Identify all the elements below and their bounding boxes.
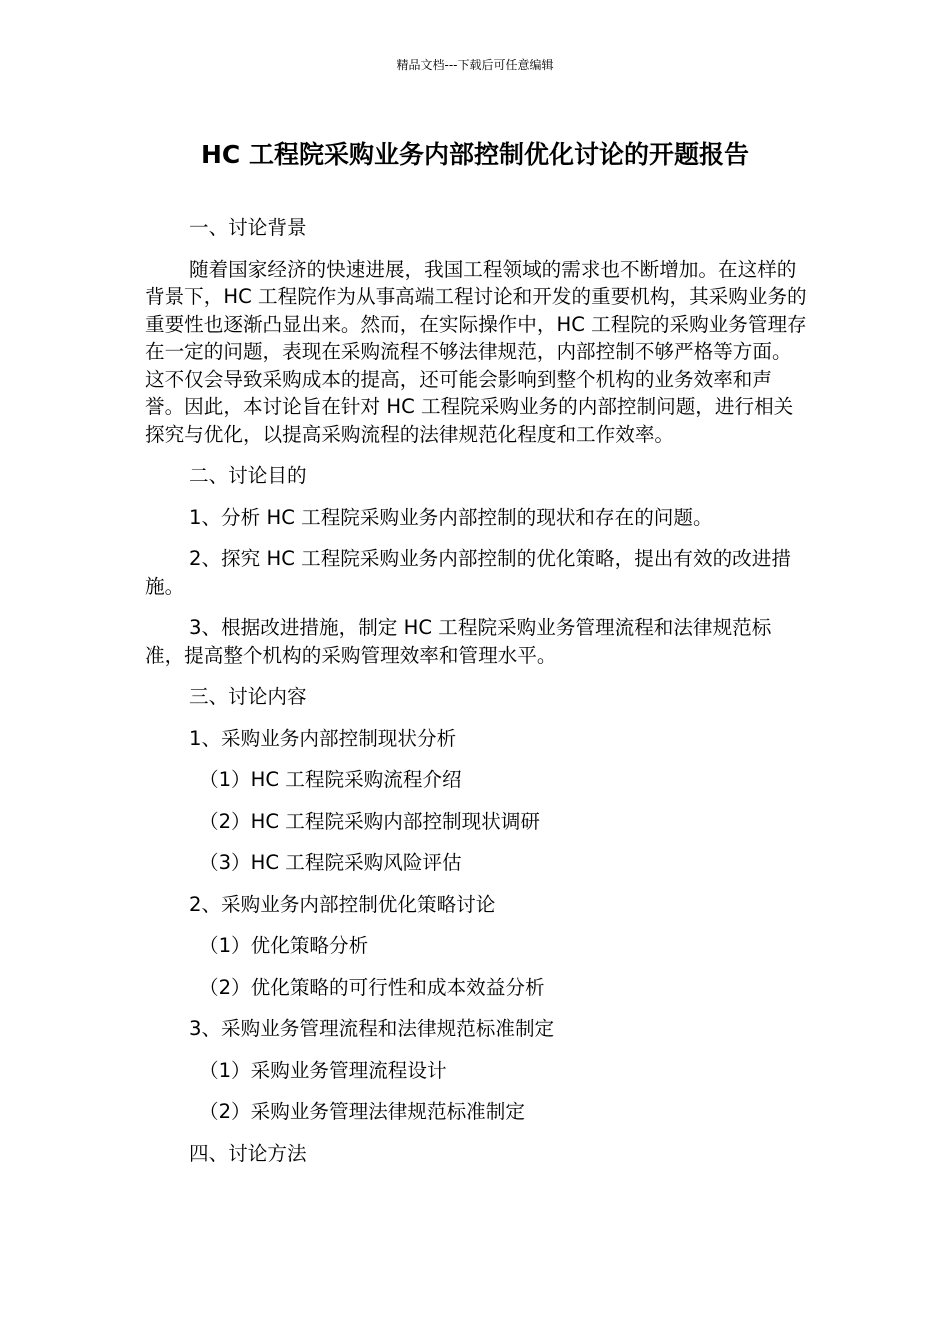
content-subitem-1-3: （3）HC 工程院采购风险评估 <box>199 851 462 874</box>
content-subitem-3-2: （2）采购业务管理法律规范标准制定 <box>199 1100 525 1123</box>
purpose-item-3: 3、根据改进措施，制定 HC 工程院采购业务管理流程和法律规范标准，提高整个机构的采购管理效率和管理水平。 <box>145 616 772 667</box>
content-subitem-1-1: （1）HC 工程院采购流程介绍 <box>199 768 462 791</box>
content-item-1: 1、采购业务内部控制现状分析 <box>189 726 457 750</box>
content-item-2: 2、采购业务内部控制优化策略讨论 <box>189 892 496 916</box>
section-heading-content: 三、讨论内容 <box>189 685 307 708</box>
section-heading-purpose: 二、讨论目的 <box>189 464 307 487</box>
content-subitem-2-1: （1）优化策略分析 <box>199 934 369 957</box>
document-title: HC 工程院采购业务内部控制优化讨论的开题报告 <box>201 140 749 169</box>
section-heading-background: 一、讨论背景 <box>189 216 307 239</box>
content-item-3: 3、采购业务管理流程和法律规范标准制定 <box>189 1017 555 1040</box>
section-heading-method: 四、讨论方法 <box>189 1141 307 1165</box>
document-body <box>145 214 810 1181</box>
background-paragraph: 随着国家经济的快速进展，我国工程领域的需求也不断增加。在这样的背景下，HC 工程院作为从事高端工程讨论和开发的重要机构，其采购业务的重要性也逐渐凸显出来。然而，在实际操作中，HC 工程院的采购业务管理存在一定的问题，表现在采购流程不够法律规范，内部控制不够严格等方面。这不仅会导致采购成本的提高，还可能会影响到整个机构的业务效率和声誉。因此，本讨论旨在针对 HC 工程院采购业务的内部控制问题，进行相关探究与优化，以提高采购流程的法律规范化程度和工作效率。 <box>145 257 807 446</box>
content-subitem-2-2: （2）优化策略的可行性和成本效益分析 <box>199 975 545 999</box>
purpose-item-1: 1、分析 HC 工程院采购业务内部控制的现状和存在的问题。 <box>189 505 713 529</box>
content-subitem-3-1: （1）采购业务管理流程设计 <box>199 1058 447 1082</box>
content-subitem-1-2: （2）HC 工程院采购内部控制现状调研 <box>199 809 541 833</box>
page-header: 精品文档---下载后可任意编辑 <box>396 58 554 72</box>
purpose-item-2: 2、探究 HC 工程院采购业务内部控制的优化策略，提出有效的改进措施。 <box>145 547 791 598</box>
